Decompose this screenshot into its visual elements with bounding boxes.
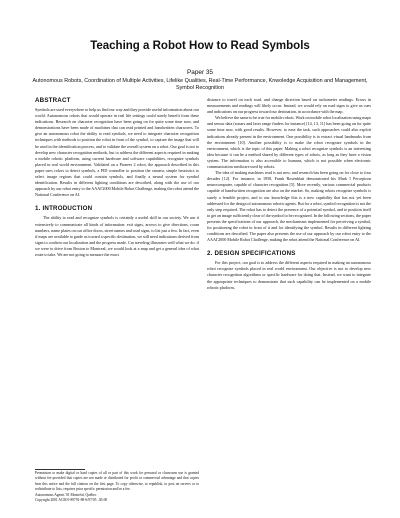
footnote-copyright: Copyright 2001 ACM 0-89791-88-6/97/05 ..$5.00 [35, 498, 108, 503]
paper-title: Teaching a Robot How to Read Symbols [90, 40, 310, 52]
right-column [207, 97, 371, 291]
footnote-rule [35, 469, 85, 470]
right-paragraph-1: distance to travel on each road, and change direction based on tachometer readings. Errors in measurements and readings will likely occur. Instead, we would rely on road signs to give us cues and indications on our progress toward our destination, in accordance with the map. [207, 97, 371, 115]
abstract-heading: ABSTRACT [35, 97, 71, 104]
introduction-text: The ability to read and recognize symbols is certainly a useful skill in our society. We use it extensively to communicate all kinds of information: exit signs, arrows to give directions, room numbers, name plates on our office doors, street names and road signs, to list just a few. In fact, even if maps are available to guide us toward a specific destination, we still need indications derived from signs to confirm our localization and the progress made. Car traveling illustrates well what we do: if we were to drive from Boston to Montreal, we would look at a map and get a general idea of what route to take. We are not going to measure the exact [35, 215, 199, 257]
right-paragraph-2: We believe the same to be true for mobile robots. Work on mobile robot localization using maps and sensor data (sonars and laser range finders for instance) [14, 13, 11] has been going on for quite some time now, with good results. However, to ease the task, such approaches could also exploit indications already present in the environment. One possibility is to extract visual landmarks from the environment [10]. Another possibility is to make the robot recognize symbols in the environment, which is the topic of this paper. Making a robot recognize symbols is an interesting idea because it can be a method shared by different types of robots, as long as they have a vision system. The information is also accessible to humans, which is not possible when electronic communication media are used by robots. [207, 115, 372, 170]
footnote-venue: Autonomous Agents '01 Montréal, Québec [35, 492, 97, 497]
paper-number: Paper 35 [187, 69, 213, 76]
introduction-heading: 1. INTRODUCTION [35, 205, 93, 213]
footnote-permission: Permission to make digital or hard copies of all or part of this work for personal or classroom use is granted without fee provided that copies are not made or distributed for profit or commercial advantage and that copies bear this notice and the full citation on the first page. To copy otherwise, to republish, to post on servers or to redistribute to lists, requires prior specific permission and/or a fee. [35, 471, 199, 492]
paper-keywords: Autonomous Robots, Coordination of Multiple Activities, Lifelike Qualities, Real-Time Performance, Knwoledge Acquisition and Management, Symbol Recognition [32, 78, 368, 91]
abstract-text: Symbols are used everywhere to help us find our way and they provide useful information about our world. Autonomous robots that would operate in real life settings could surely benefit from these indications. Research on character recognition have been going on for quite some time now, and demonstrations have been made of machines that can read printed and handwritten characters. To give an autonomous robot the ability to read symbols, we need to integrate character recognition techniques with methods to position the robot in front of the symbol, to capture the image that will be used in the identification process, and to validate the overall system on a robot. Our goal is not to develop new character recognition methods, but to address the different aspects required in making a mobile robotic platform, using current hardware and software capabilities, recognize symbols placed in real world environment. Validated on a Pioneer 2 robot, the approach described in this paper uses colors to detect symbols, a PID controller to position the camera, simple heuristics to select image regions that could contain symbols, and finally a neural system for symbol identification. Results in different lighting conditions are described, along with the use of our approach by our robot entry to the AAAI'2000 Mobile Robot Challenge, making the robot attend the National Conference on AI. [35, 107, 199, 198]
left-column [35, 97, 199, 258]
design-specs-heading: 2. DESIGN SPECIFICATIONS [207, 250, 296, 258]
right-paragraph-3: The idea of making machines read is not new, and research has been going on for close to four decades [12]. For instance, in 1958, Frank Rosenblatt demonstrated his Mark I Perceptron neurocomputer, capable of character recognition [5]. More recently, various commercial products capable of handwritten recognition are also on the market. So, making robots recognize symbols is surely a feasible project, and to our knowledge this is a new capability that has not yet been addressed for the design of autonomous robotic agents. But for a robot, symbol recognition is not the only step required. The robot has to detect the presence of a potential symbol, and to position itself to get an image sufficiently clear of the symbol to be recognized. In the following sections, the paper presents the specifications of our approach, the mechanisms implemented for perceiving a symbol, for positioning the robot in front of it and for identifying the symbol. Results in different lighting conditions are described. The paper also presents the use of our approach by our robot entry to the AAAI'2000 Mobile Robot Challenge, making the robot attend the National Conference on AI. [207, 170, 372, 243]
right-paragraph-4: For this project, our goal is to address the different aspects required in making an autonomous robot recognize symbols placed in real world environment. Our objective is not to develop new character recognition algorithms or specific hardware for doing that. Instead, we want to integrate the appropriate techniques to demonstrate that such capability can be implemented on a mobile robotic platform, [207, 260, 371, 290]
footnote [35, 471, 199, 503]
